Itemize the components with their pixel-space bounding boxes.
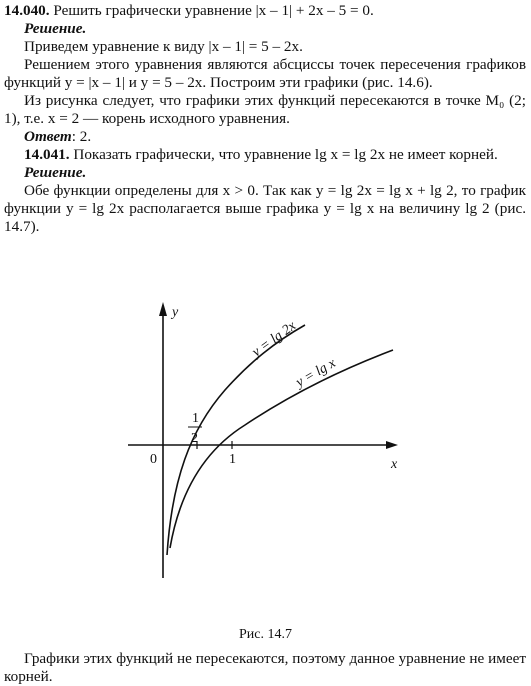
paragraph-solution: Решением этого уравнения являются абсциссы точек пересечения графиков функций y = |x – 1| и y = 5 – 2x. Построим эти графики (рис. 14.6). — [4, 56, 526, 91]
paragraph-functions: Обе функции определены для x > 0. Так как y = lg 2x = lg x + lg 2, то график функции y = lg 2x располагается выше графика y = lg x на величину lg 2 (рис. 14.7). — [4, 182, 526, 235]
figure-14-7 — [0, 290, 531, 610]
tick-one-label: 1 — [229, 452, 236, 467]
text-block — [4, 2, 526, 236]
x-axis-arrow — [386, 441, 398, 449]
half-numerator: 1 — [192, 411, 199, 426]
solution-label: Решение. — [24, 164, 87, 181]
x-axis-label: x — [391, 457, 398, 472]
answer-line — [4, 128, 526, 146]
problem-number: 14.041. — [24, 146, 70, 163]
curve-upper-label: y = lg 2x — [249, 318, 300, 361]
answer-label: Ответ — [24, 128, 72, 145]
curve-lg-2x — [167, 325, 305, 555]
problem-text: Решить графически уравнение |x – 1| + 2x – 5 = 0. — [53, 2, 374, 19]
answer-value: : 2. — [71, 128, 92, 145]
graph — [0, 290, 531, 610]
problem-14-041 — [4, 146, 526, 164]
solution-label: Решение. — [24, 20, 87, 37]
half-denominator: 2 — [191, 431, 198, 446]
origin-label: 0 — [150, 452, 157, 467]
problem-14-040 — [4, 2, 526, 20]
paragraph-final: Графики этих функций не пересекаются, поэтому данное уравнение не имеет корней. — [4, 650, 526, 685]
paragraph-conclusion: Из рисунка следует, что графики этих функций пересекаются в точке M₀ (2; 1), т.е. x = 2 — корень исходного уравнения. — [4, 92, 526, 127]
paragraph-reduce: Приведем уравнение к виду |x – 1| = 5 – 2x. — [24, 38, 303, 55]
problem-text: Показать графически, что уравнение lg x = lg 2x не имеет корней. — [73, 146, 498, 163]
y-axis-label: y — [172, 305, 179, 320]
problem-number: 14.040. — [4, 2, 50, 19]
y-axis-arrow — [159, 302, 167, 316]
figure-caption: Рис. 14.7 — [239, 627, 292, 642]
curve-lower-label: y = lg x — [293, 355, 339, 391]
conclusion-block — [4, 650, 526, 686]
curve-lg-x — [170, 350, 393, 548]
